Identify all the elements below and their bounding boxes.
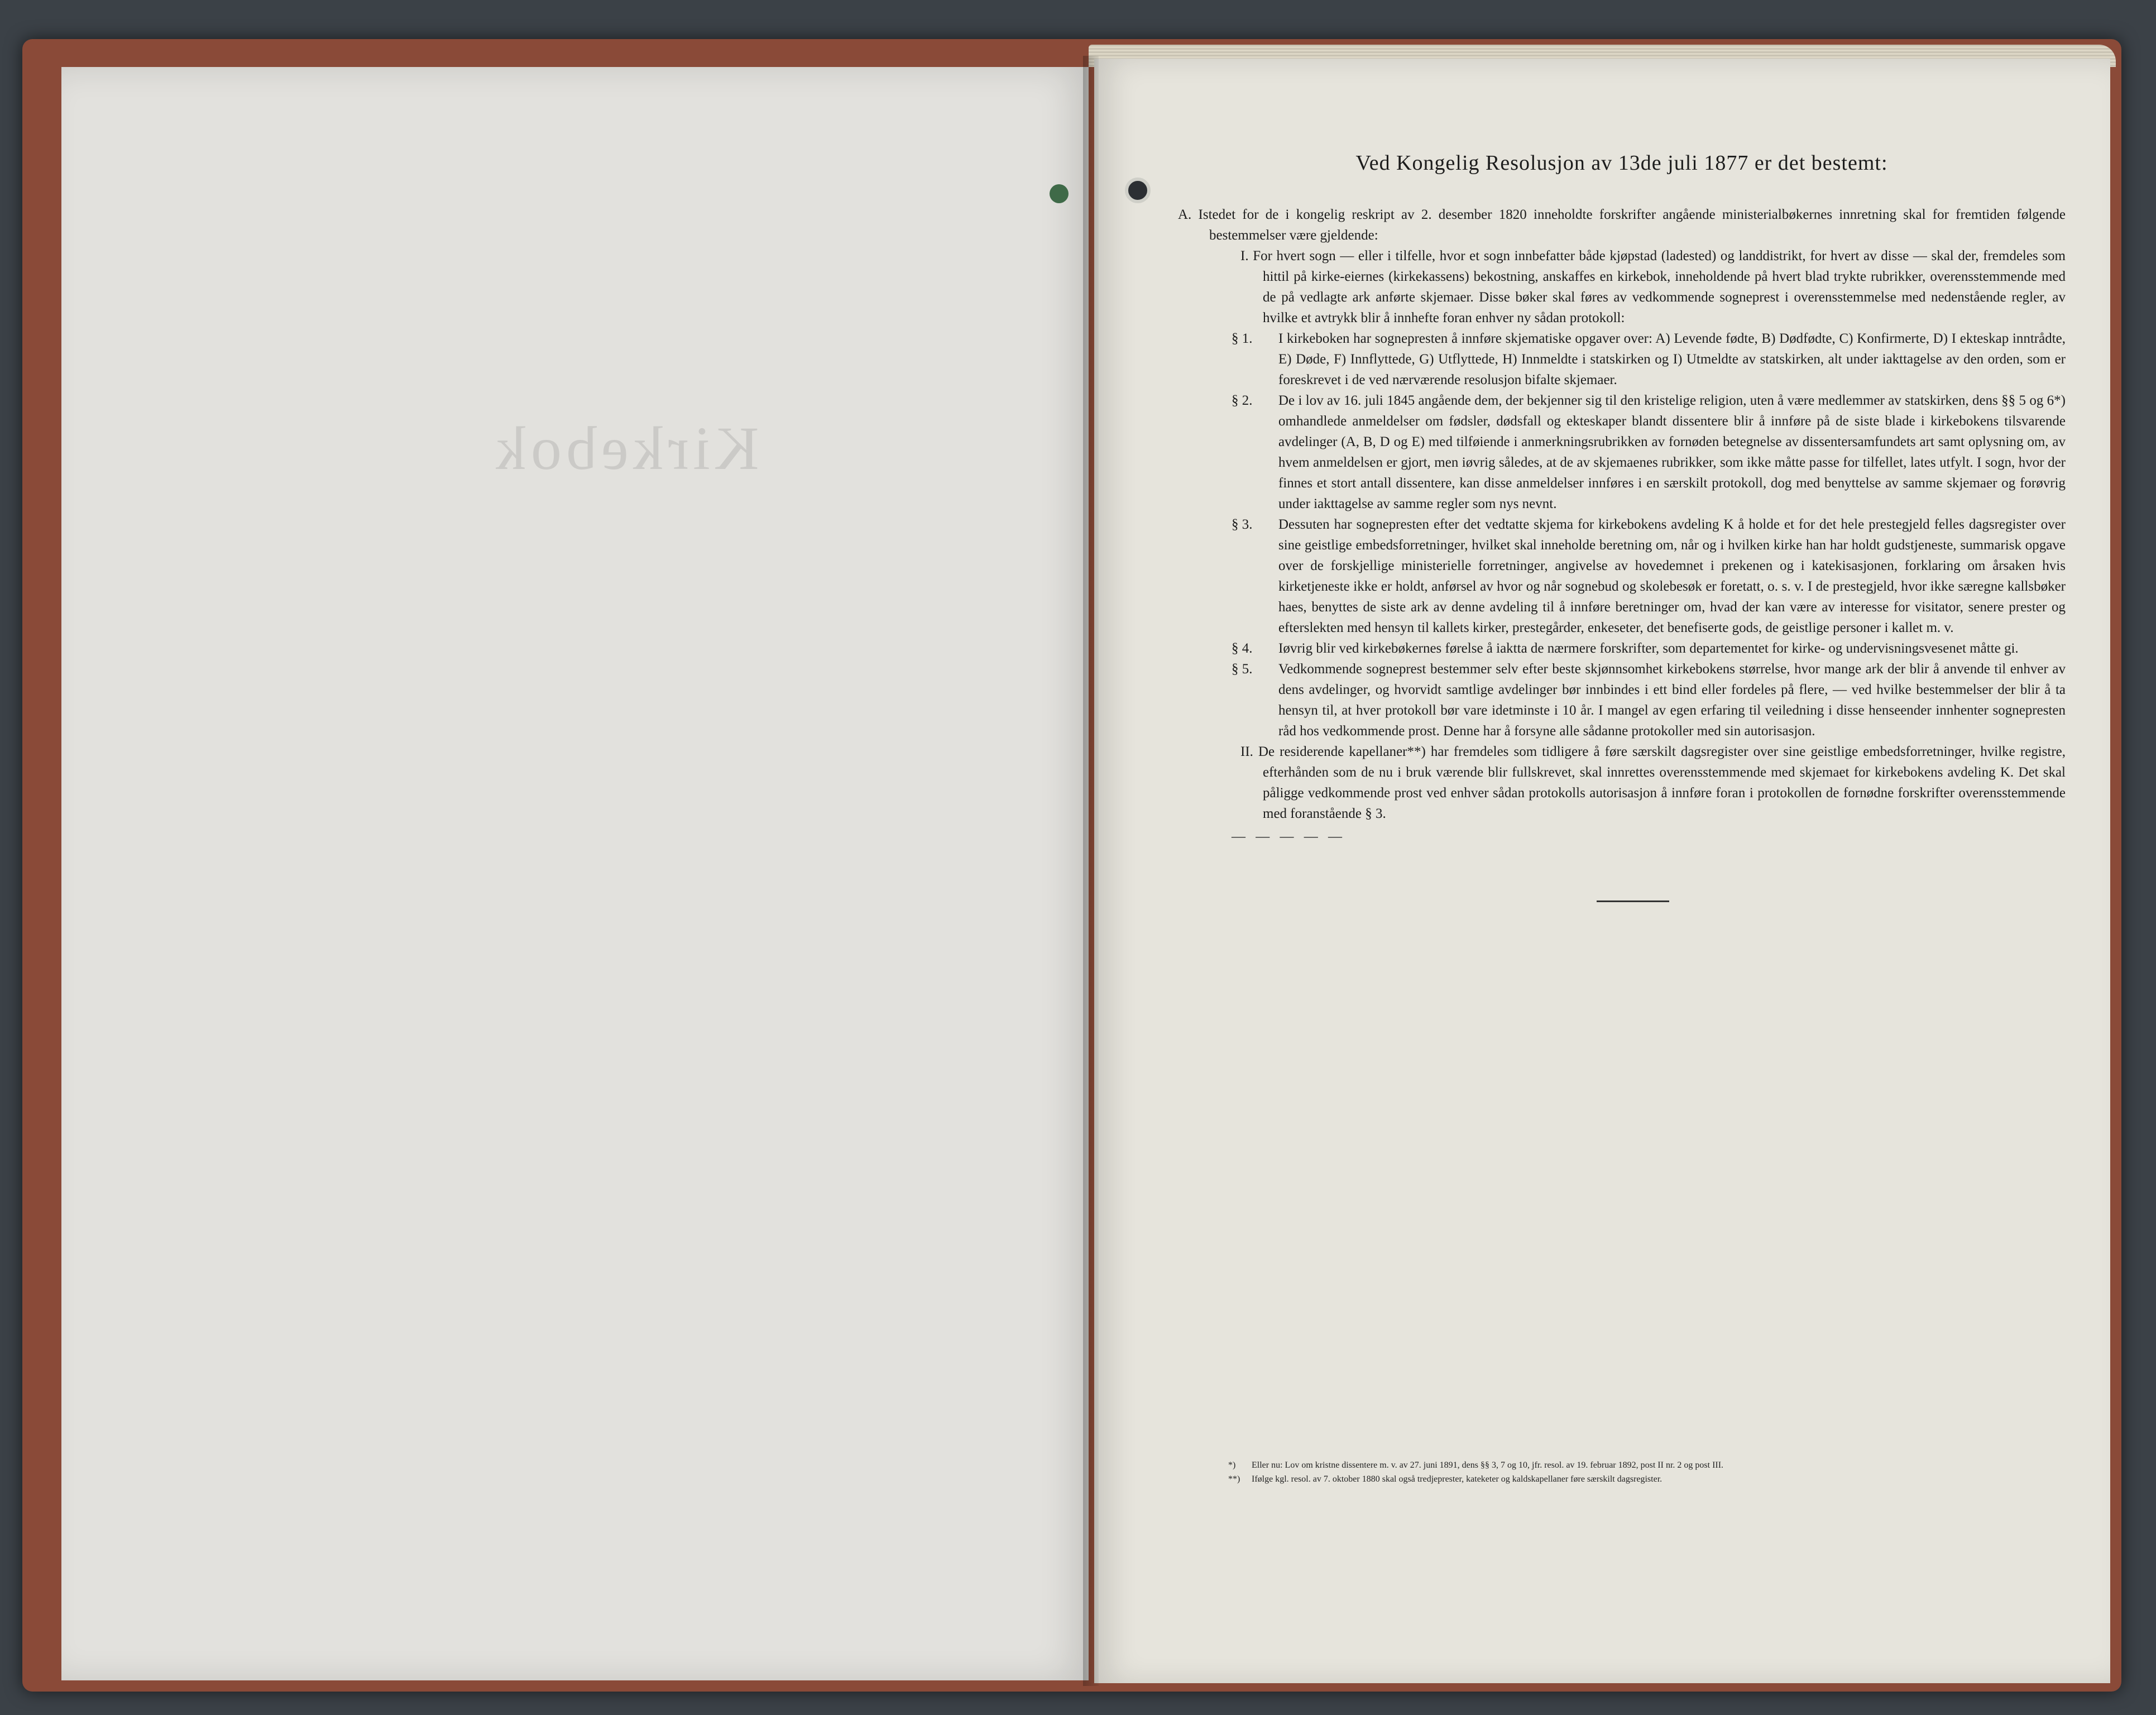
paragraph-text: De i lov av 16. juli 1845 angående dem, der bekjenner sig til den kristelige religion, uten å være medlemmer av statskirken, dens §§ 5 og 6*) omhandlede anmeldelser om fødsler, dødsfall og ekteskaper blandt dissentere blir å innføre på de siste blade i kirkebokens tilsvarende avdelinger (A, B, D og E) med tilføiende i anmerkningsrubrikken av fornøden betegnelse av dissentersamfundets art samt oplysning om, av hvem anmeldelsen er gjort, men iøvrig således, at de av skjemaenes rubrikker, som ikke måtte passe for tilfellet, lates utfylt. I sogn, hvor der finnes et stort antall dissentere, kan disse anmeldelser innføres i en særskilt protokoll, dog med benyttelse av samme skjemaer og forøvrig under iakttagelse av samme regler som nys nevnt. xyxy=(1278,393,2066,511)
footnote-text: Eller nu: Lov om kristne dissentere m. v. av 27. juni 1891, dens §§ 3, 7 og 10, jfr. resol. av 19. februar 1892, post II nr. 2 og post III. xyxy=(1252,1460,1724,1470)
footnote-2 xyxy=(1228,1472,2043,1486)
section-a: A. Istedet for de i kongelig reskript av 2. desember 1820 inneholdte forskrifter angående ministerialbøkernes innretning skal for fremtiden følgende bestemmelser være gjeldende: xyxy=(1178,207,2066,243)
section-ii: II. De residerende kapellaner**) har fremdeles som tidligere å føre særskilt dagsregister over sine geistlige embedsforretninger, hvilke registre, efterhånden som de nu i bruk værende blir fullskrevet, skal innrettes overensstemmende med skjemaet for kirkebokens avdeling K. Det skal påligge vedkommende prost ved enhver sådan protokolls autorisasjon å innføre foran i protokollen de fornødne forskrifter overensstemmende med foranstående § 3. xyxy=(1240,744,2066,821)
resolution-text xyxy=(1178,151,2066,902)
paragraph-4 xyxy=(1232,638,2066,659)
paragraph-number: § 1. xyxy=(1232,331,1253,346)
paragraph-number: § 5. xyxy=(1232,662,1253,677)
page-title: Ved Kongelig Resolusjon av 13de juli 1877 er det bestemt: xyxy=(1355,151,1888,175)
paragraph-number: § 2. xyxy=(1232,393,1253,408)
paragraph-number: § 3. xyxy=(1232,517,1253,532)
binding-hole-icon xyxy=(1050,184,1069,203)
paragraph-3 xyxy=(1232,514,2066,638)
footnote-mark: *) xyxy=(1228,1460,1236,1470)
paragraph-number: § 4. xyxy=(1232,641,1253,656)
footnote-text: Ifølge kgl. resol. av 7. oktober 1880 skal også tredjeprester, kateketer og kaldskapellaner føre særskilt dagsregister. xyxy=(1252,1474,1662,1484)
paragraph-5 xyxy=(1232,659,2066,741)
paragraph-1 xyxy=(1232,328,2066,390)
footnote-mark: **) xyxy=(1228,1474,1240,1484)
left-page xyxy=(61,67,1089,1680)
footnote-1 xyxy=(1228,1458,2043,1472)
footnotes xyxy=(1228,1458,2043,1486)
dash-separator: — — — — — xyxy=(1232,829,1345,844)
horizontal-rule xyxy=(1597,900,1669,902)
binding-hole-icon xyxy=(1125,178,1151,203)
paragraph-text: Dessuten har sognepresten efter det vedtatte skjema for kirkebokens avdeling K å holde et for det hele prestegjeld felles dagsregister over sine geistlige embedsforretninger, hvilket skal inneholde beretning om, når og i hvilken kirke han har holdt gudstjeneste, summarisk opgave over de forskjellige ministerielle forretninger, angivelse av hovedemnet i prekenen og i katekisasjonen, forklaring om årsaken hvis kirketjeneste ikke er holdt, anførsel av hvor og når sognebud og skolebesøk er foretatt, o. s. v. I de prestegjeld, hvor ikke særegne kallsbøker haes, benyttes de siste ark av denne avdeling til å innføre beretninger om, hvad der kan være av interesse for visitator, senere prester og efterslekten med hensyn til kallets kirker, prestegårder, enkeseter, det benefiserte gods, de geistlige personer i kallet m. v. xyxy=(1278,517,2066,635)
paragraph-text: I kirkeboken har sognepresten å innføre skjematiske opgaver over: A) Levende fødte, B) Dødfødte, C) Konfirmerte, D) I ekteskap inntrådte, E) Døde, F) Innflyttede, G) Utflyttede, H) Innmeldte i statskirken og I) Utmeldte av statskirken, alt under iakttagelse av den orden, som er foreskrevet i de ved nærværende resolusjon bifalte skjemaer. xyxy=(1278,331,2066,387)
section-i: I. For hvert sogn — eller i tilfelle, hvor et sogn innbefatter både kjøpstad (ladested) og landdistrikt, for hvert av disse — skal der, fremdeles som hittil på kirke-eiernes (kirkekassens) bekostning, anskaffes en kirkebok, inneholdende på hvert blad trykte rubrikker, overensstemmende med de på vedlagte ark anførte skjemaer. Disse bøker skal føres av vedkommende sogneprest i overensstemmelse med nedenstående regler, av hvilke et avtrykk blir å innhefte foran enhver ny sådan protokoll: xyxy=(1240,248,2066,325)
paragraph-text: Iøvrig blir ved kirkebøkernes førelse å iaktta de nærmere forskrifter, som departementet for kirke- og undervisningsvesenet måtte gi. xyxy=(1278,641,2019,656)
paragraph-text: Vedkommende sogneprest bestemmer selv efter beste skjønnsomhet kirkebokens størrelse, hvor mange ark der blir å anvende til enhver av dens avdelinger, og hvorvidt samtlige avdelinger bør innbindes i ett bind eller fordeles på flere, — ved hvilke bestemmelser der blir å ta hensyn til, at hver protokoll bør vare idetminste i 10 år. I mangel av egen erfaring til veiledning i disse henseender innhenter sognepresten råd hos vedkommende prost. Denne har å forsyne alle sådanne protokoller med sin autorisasjon. xyxy=(1278,662,2066,739)
paragraph-2 xyxy=(1232,390,2066,514)
book-gutter xyxy=(1083,56,1099,1686)
left-page-bleed-through-text: Kirkebok xyxy=(491,414,759,482)
